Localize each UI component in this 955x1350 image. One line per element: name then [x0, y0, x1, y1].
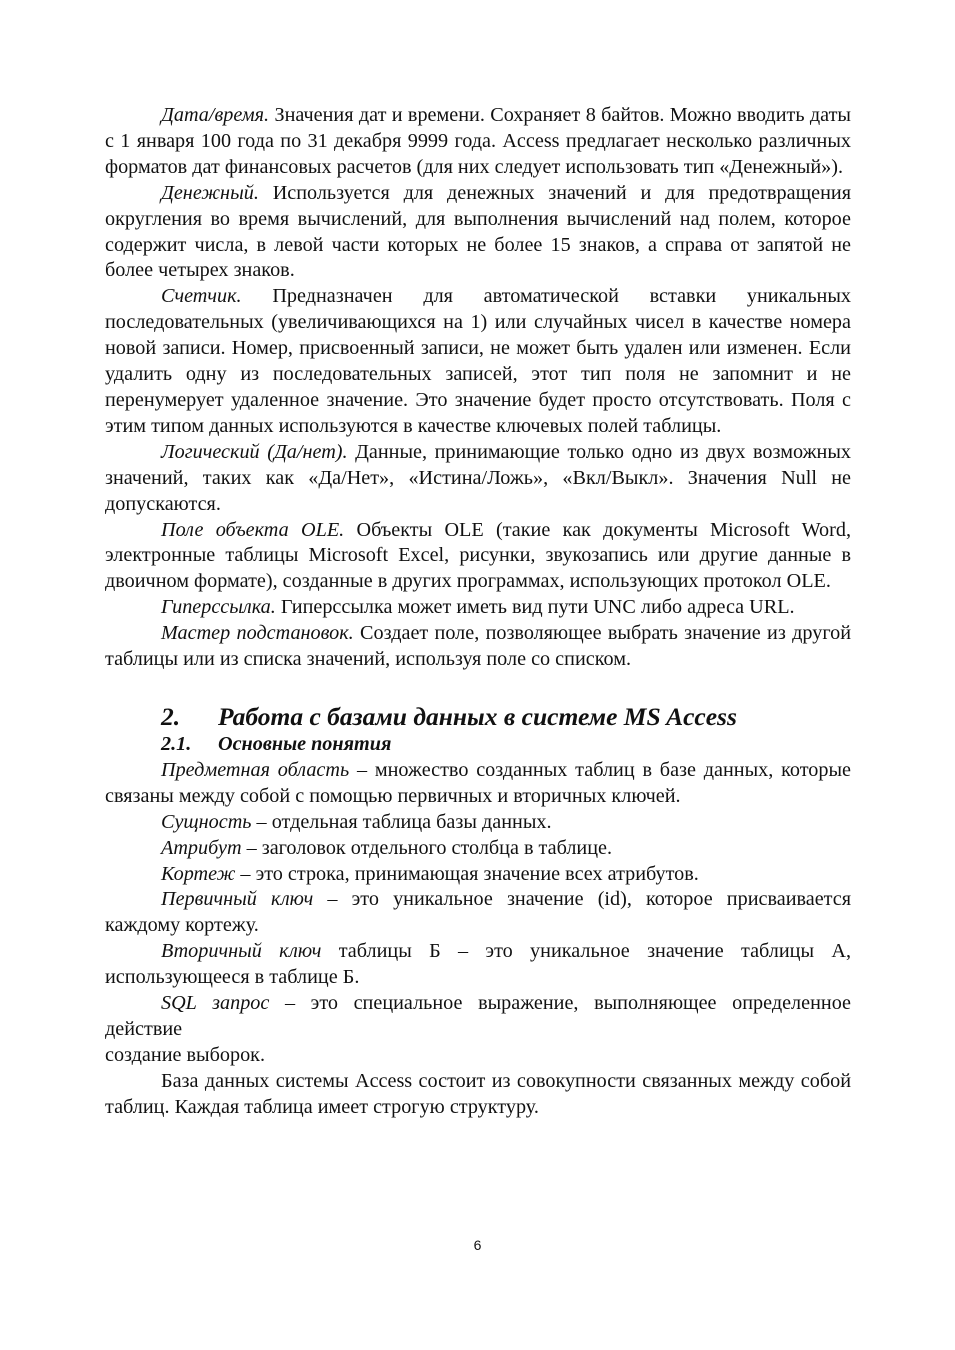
- term: Логический (Да/нет).: [161, 440, 348, 463]
- term: Вторичный ключ: [161, 940, 322, 963]
- paragraph-hyperlink: [105, 595, 851, 621]
- paragraph-text: Используется для денежных значений и для предотвращения округления во время вычислений, для выполнения вычислений над полем, которое содержит числа, в левой части которых не более 15 знаков, а справа от запятой не более четырех знаков.: [105, 181, 851, 282]
- definition-text: таблицы Б – это уникальное значение таблицы А, использующееся в таблице Б.: [105, 940, 851, 989]
- page-number: 6: [473, 1237, 482, 1253]
- definition-entity: [105, 810, 851, 836]
- definition-text: – это специальное выражение, выполняющее определенное действие: [105, 992, 851, 1040]
- paragraph-boolean: [105, 440, 851, 518]
- term: Предметная область: [161, 758, 350, 781]
- section-spacer: [105, 673, 851, 698]
- definition-attribute: [105, 836, 851, 862]
- term: Мастер подстановок.: [161, 622, 354, 645]
- subsection-number: 2.1.: [161, 732, 192, 755]
- definition-sql-query: [105, 991, 851, 1043]
- definition-text: – множество созданных таблиц в базе данных, которые связаны между собой с помощью первичных и вторичных ключей.: [105, 758, 851, 807]
- definition-tuple: [105, 862, 851, 888]
- definition-text: – это строка, принимающая значение всех атрибутов.: [235, 862, 699, 885]
- closing-paragraph: База данных системы Access состоит из совокупности связанных между собой таблиц. Каждая таблица имеет строгую структуру.: [105, 1069, 851, 1118]
- definition-primary-key: [105, 887, 851, 939]
- term: SQL запрос: [161, 992, 270, 1015]
- term: Кортеж: [161, 862, 236, 885]
- paragraph-text: Предназначен для автоматической вставки уникальных последовательных (увеличивающихся на 1) или случайных чисел в качестве номера новой записи. Номер, присвоенный записи, не может быть удален или изменен. Если удалить одну из последовательных записей, этот тип поля не запомнит и не перенумерует удаленное значение. Это значение будет просто отсутствовать. Поля с этим типом данных используются в качестве ключевых полей таблицы.: [105, 285, 851, 437]
- paragraph-text: Объекты OLE (такие как документы Microsoft Word, электронные таблицы Microsoft Excel, рисунки, звукозапись или другие данные в двоичном формате), созданные в других программах, использующих протокол OLE.: [105, 518, 851, 593]
- term: Денежный.: [161, 181, 259, 204]
- definition-text: – это уникальное значение (id), которое присваивается каждому кортежу.: [105, 888, 851, 937]
- paragraph-counter: [105, 284, 851, 439]
- paragraph-text: Значения дат и времени. Сохраняет 8 байтов. Можно вводить даты с 1 января 100 года по 31 декабря 9999 года. Access предлагает несколько различных форматов дат финансовых расчетов (для них следует использовать тип «Денежный»).: [105, 104, 851, 178]
- definition-subject-area: [105, 758, 851, 810]
- paragraph-text: Гиперссылка может иметь вид пути UNC либо адреса URL.: [275, 596, 795, 619]
- paragraph-lookup-wizard: [105, 621, 851, 673]
- subsection-title: Основные понятия: [218, 732, 392, 755]
- term: Поле объекта OLE.: [161, 518, 345, 541]
- term: Счетчик.: [161, 285, 242, 308]
- paragraph-currency: [105, 181, 851, 285]
- paragraph-ole-object: [105, 518, 851, 596]
- term: Сущность: [161, 810, 252, 833]
- definition-foreign-key: [105, 939, 851, 991]
- paragraph-text: Данные, принимающие только одно из двух возможных значений, таких как «Да/Нет», «Истина/Ложь», «Вкл/Выкл». Значения Null не допускаются.: [105, 440, 851, 515]
- subsection-heading: [105, 732, 851, 756]
- document-page: [105, 103, 851, 1121]
- paragraph-text: Создает поле, позволяющее выбрать значение из другой таблицы или из списка значений, используя поле со списком.: [105, 622, 851, 671]
- term: Гиперссылка.: [161, 596, 276, 619]
- definition-text: – заголовок отдельного столбца в таблице.: [241, 836, 613, 859]
- orphan-line: создание выборок.: [105, 1043, 266, 1066]
- section-number: 2.: [161, 701, 181, 731]
- section-heading: [105, 702, 851, 732]
- term: Атрибут: [161, 836, 242, 859]
- term: Первичный ключ: [161, 888, 314, 911]
- section-title: Работа с базами данных в системе MS Access: [218, 701, 737, 731]
- paragraph-date-time: [105, 103, 851, 181]
- definition-text: – отдельная таблица базы данных.: [251, 810, 552, 833]
- term: Дата/время.: [161, 104, 270, 126]
